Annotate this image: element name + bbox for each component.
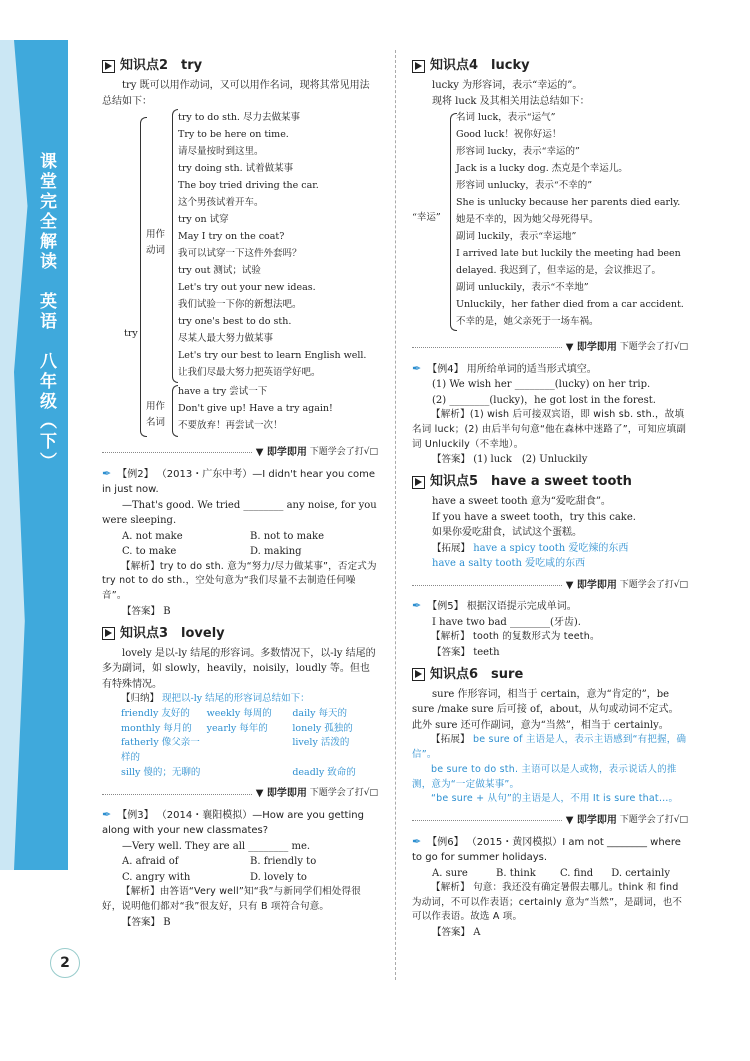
kp5-extension: 【拓展】 have a spicy tooth 爱吃辣的东西 bbox=[432, 542, 629, 554]
kp6-extension: “be sure + 从句”的主语是人，不用 It is sure that…。 bbox=[431, 793, 679, 805]
luck-line: 副词 luckily，表示“幸运地” bbox=[456, 231, 577, 243]
kp6-extension: 【拓展】 be sure of 主语是人，表示主语感到“有把握，确信”。 bbox=[412, 734, 687, 761]
option: A. not make bbox=[122, 530, 183, 542]
luck-line: Good luck！祝你好运！ bbox=[456, 129, 562, 141]
example-3-question: —Very well. They are all ________ me. bbox=[122, 840, 311, 852]
example-3-analysis: 【解析】由答语“Very well”知“我”与新同学们相处得很好，说明他们都对“我”很友好，只有 B 项符合句意。 bbox=[102, 886, 361, 913]
option: C. to make bbox=[122, 546, 177, 558]
kp5-line: have a sweet tooth 意为“爱吃甜食”。 bbox=[432, 496, 611, 508]
example-6: ✒ 【例6】 （2015・黄冈模拟）I am not ________ where to go for summer holidays. bbox=[412, 834, 681, 864]
verb-line: The boy tried driving the car. bbox=[178, 180, 319, 192]
example-5-analysis: 【解析】 tooth 的复数形式为 teeth。 bbox=[431, 631, 600, 643]
example-6-answer: 【答案】 A bbox=[432, 927, 481, 939]
verb-line: 我们试验一下你的新想法吧。 bbox=[178, 299, 302, 311]
option: B. not to make bbox=[250, 530, 325, 542]
pen-icon: ✒ bbox=[102, 466, 112, 480]
try-usage-tree bbox=[102, 109, 378, 439]
example-3: ✒ 【例3】 （2014・襄阳模拟）—How are you getting along with your new classmates? bbox=[102, 807, 364, 837]
verb-line: try out 测试；试验 bbox=[178, 265, 261, 277]
option: D. certainly bbox=[611, 867, 670, 879]
verb-line: try to do sth. 尽力去做某事 bbox=[178, 112, 300, 124]
practice-checkbox[interactable]: 下题学会了打√□ bbox=[619, 814, 688, 825]
example-2-answer: 【答案】 B bbox=[122, 605, 171, 617]
pen-icon: ✒ bbox=[412, 361, 422, 375]
option: C. find bbox=[560, 867, 594, 879]
noun-line: 不要放弃！再尝试一次！ bbox=[178, 420, 283, 432]
example-5: ✒ 【例5】 根据汉语提示完成单词。 bbox=[412, 599, 577, 613]
verb-lines bbox=[178, 109, 366, 381]
luck-line: 名词 luck，表示“运气” bbox=[456, 112, 556, 124]
verb-line: Try to be here on time. bbox=[178, 129, 289, 141]
column-divider bbox=[395, 50, 396, 980]
luck-line: delayed. 我迟到了，但幸运的是，会议推迟了。 bbox=[456, 265, 662, 277]
tree-brace-root bbox=[140, 117, 147, 437]
pen-icon: ✒ bbox=[412, 599, 422, 613]
tree-root: “幸运” bbox=[412, 212, 441, 224]
option: D. making bbox=[250, 546, 302, 558]
play-icon bbox=[412, 476, 425, 489]
verb-line: 我可以试穿一下这件外套吗？ bbox=[178, 248, 302, 260]
example-4-item: (1) We wish her ________(lucky) on her trip. bbox=[432, 379, 651, 391]
verb-line: 这个男孩试着开车。 bbox=[178, 197, 264, 209]
option: D. lovely to bbox=[250, 871, 307, 883]
noun-label: 用作名词 bbox=[146, 401, 166, 429]
example-4-item: (2) ________(lucky)，he got lost in the forest. bbox=[432, 394, 656, 406]
luck-line: 副词 unluckily，表示“不幸地” bbox=[456, 282, 589, 294]
verb-line: Let's try out your new ideas. bbox=[178, 282, 316, 294]
noun-lines bbox=[178, 383, 333, 434]
kp2-intro: try 既可以用作动词，又可以用作名词，现将其常见用法总结如下： bbox=[102, 80, 370, 107]
verb-line: May I try on the coat? bbox=[178, 231, 285, 243]
practice-checkbox[interactable]: 下题学会了打√□ bbox=[619, 341, 688, 352]
example-3-options bbox=[102, 854, 378, 885]
example-2: ✒ 【例2】 （2013・广东中考）—I didn't hear you come in just now. bbox=[102, 466, 375, 496]
verb-label: 用作动词 bbox=[146, 229, 166, 257]
play-icon bbox=[102, 60, 115, 73]
kp3-intro: lovely 是以-ly 结尾的形容词。多数情况下，以-ly 结尾的多为副词，如 slowly，heavily，noisily，loudly 等。但也有特殊情况。 bbox=[102, 647, 376, 690]
practice-checkbox[interactable]: 下题学会了打√□ bbox=[309, 446, 378, 457]
example-2-analysis: 【解析】try to do sth. 意为“努力/尽力做某事”，否定式为 try not to do sth.，空处句意为“我们尽量不去制造任何噪音”。 bbox=[102, 560, 377, 602]
verb-line: 请尽量按时到这里。 bbox=[178, 146, 264, 158]
verb-line: try doing sth. 试着做某事 bbox=[178, 163, 294, 175]
example-5-answer: 【答案】 teeth bbox=[432, 647, 500, 659]
knowledge-point-3-heading: 知识点3 lovely bbox=[102, 624, 378, 644]
example-2-options bbox=[102, 529, 378, 560]
knowledge-point-2-heading: 知识点2 try bbox=[102, 56, 378, 76]
option: A. afraid of bbox=[122, 856, 179, 868]
example-3-answer: 【答案】 B bbox=[122, 916, 171, 928]
kp5-extension: have a salty tooth 爱吃咸的东西 bbox=[432, 558, 586, 570]
example-6-options bbox=[412, 866, 688, 882]
practice-bar: ▼ 即学即用 下题学会了打√□ bbox=[412, 813, 688, 829]
pen-icon: ✒ bbox=[102, 807, 112, 821]
play-icon bbox=[412, 668, 425, 681]
luck-line: I arrived late but luckily the meeting had been bbox=[456, 248, 681, 260]
verb-line: Let's try our best to learn English well. bbox=[178, 350, 367, 362]
left-column bbox=[102, 52, 378, 931]
luck-line: 她是不幸的，因为她父母死得早。 bbox=[456, 214, 599, 226]
practice-checkbox[interactable]: 下题学会了打√□ bbox=[619, 579, 688, 590]
example-4-answer: 【答案】 (1) luck (2) Unluckily bbox=[432, 454, 588, 466]
knowledge-point-6-heading: 知识点6 sure bbox=[412, 665, 688, 685]
play-icon bbox=[102, 627, 115, 640]
play-icon bbox=[412, 60, 425, 73]
luck-line: Unluckily，her father died from a car accident. bbox=[456, 299, 684, 311]
kp5-line: 如果你爱吃甜食，试试这个蛋糕。 bbox=[432, 527, 582, 539]
luck-line: She is unlucky because her parents died early. bbox=[456, 197, 681, 209]
pen-icon: ✒ bbox=[412, 834, 422, 848]
example-4-analysis: 【解析】(1) wish 后可接双宾语，即 wish sb. sth.，故填名词 luck；(2) 由后半句句意“他在森林中迷路了”，可知应填副词 Unluckily（不幸地）。 bbox=[412, 409, 687, 450]
luck-line: 形容词 lucky，表示“幸运的” bbox=[456, 146, 580, 158]
verb-line: 尽某人最大努力做某事 bbox=[178, 333, 274, 345]
example-4: ✒ 【例4】 用所给单词的适当形式填空。 bbox=[412, 361, 597, 375]
luck-line: Jack is a lucky dog. 杰克是个幸运儿。 bbox=[456, 163, 628, 175]
luck-lines bbox=[456, 109, 684, 330]
kp6-intro: sure 作形容词，相当于 certain，意为“肯定的”，be sure /make sure 后可接 of，about，从句或动词不定式。此外 sure 还可作副词，意为“当然”，相当于 certainly。 bbox=[412, 688, 679, 731]
option: B. think bbox=[496, 867, 536, 879]
kp4-intro: lucky 为形容词，表示“幸运的”。 bbox=[432, 80, 583, 92]
example-2-question: —That's good. We tried ________ any noise, for you were sleeping. bbox=[102, 499, 377, 527]
option: B. friendly to bbox=[250, 856, 317, 868]
kp6-extension: be sure to do sth. 主语可以是人或物，表示说话人的推测，意为“一定做某事”。 bbox=[412, 763, 677, 790]
right-column bbox=[412, 52, 688, 941]
kp5-line: If you have a sweet tooth，try this cake. bbox=[432, 511, 636, 523]
practice-checkbox[interactable]: 下题学会了打√□ bbox=[309, 788, 378, 799]
page-number: 2 bbox=[50, 948, 80, 978]
adjective-summary: 【归纳】 现把以-ly 结尾的形容词总结如下： friendly 友好的 weekly 每周的 daily 每天的 monthly 每月的 yearly 每年的 lonely 孤独的 fatherly 像父亲一样的 lively 活泼的 silly 傻的；无聊的 deadly 致命的 bbox=[121, 693, 356, 778]
verb-line: try one's best to do sth. bbox=[178, 316, 292, 328]
book-title: 课堂完全解读 英语 八年级（下） bbox=[36, 152, 56, 472]
luck-line: 形容词 unlucky，表示“不幸的” bbox=[456, 180, 593, 192]
example-6-analysis: 【解析】 句意：我还没有确定暑假去哪儿。think 和 find 为动词，不可以作表语；certainly 意为“当然”，是副词，也不可以作表语。故选 A 项。 bbox=[412, 882, 683, 923]
option: A. sure bbox=[432, 867, 468, 879]
knowledge-point-4-heading: 知识点4 lucky bbox=[412, 56, 688, 76]
practice-bar: ▼ 即学即用 下题学会了打√□ bbox=[412, 340, 688, 356]
knowledge-point-5-heading: 知识点5 have a sweet tooth bbox=[412, 472, 688, 492]
practice-bar: ▼ 即学即用 下题学会了打√□ bbox=[102, 786, 378, 802]
example-5-item: I have two bad ________(牙齿). bbox=[432, 616, 581, 628]
noun-line: Don't give up! Have a try again! bbox=[178, 403, 333, 415]
practice-bar: ▼ 即学即用 下题学会了打√□ bbox=[102, 445, 378, 461]
verb-line: try on 试穿 bbox=[178, 214, 229, 226]
verb-line: 让我们尽最大努力把英语学好吧。 bbox=[178, 367, 321, 379]
luck-line: 不幸的是，她父亲死于一场车祸。 bbox=[456, 316, 599, 328]
kp4-intro: 现将 luck 及其相关用法总结如下： bbox=[432, 95, 590, 107]
practice-bar: ▼ 即学即用 下题学会了打√□ bbox=[412, 578, 688, 594]
tree-root: try bbox=[124, 328, 138, 340]
luck-usage-tree bbox=[412, 109, 688, 334]
noun-line: have a try 尝试一下 bbox=[178, 386, 268, 398]
option: C. angry with bbox=[122, 871, 191, 883]
